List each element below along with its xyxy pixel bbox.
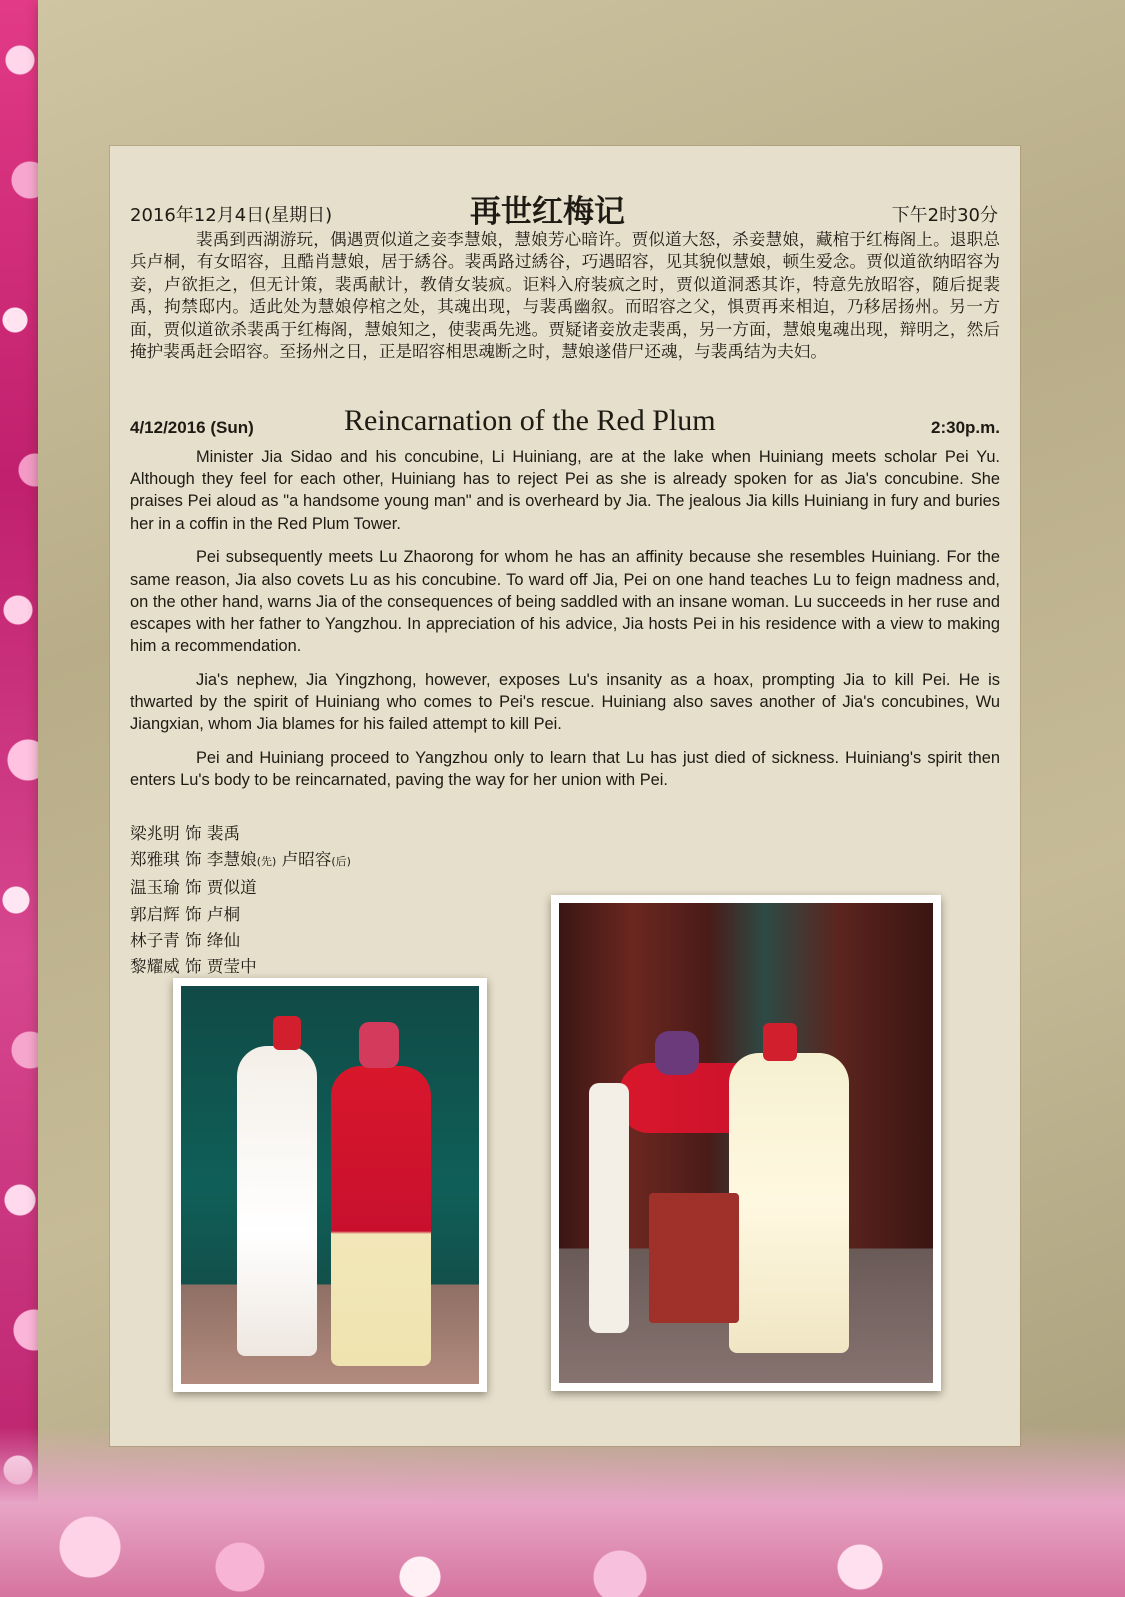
stage-photo-left: [173, 978, 487, 1392]
zh-performance-date: 2016年12月4日(星期日): [130, 205, 333, 226]
performer-headdress: [273, 1016, 301, 1050]
cast-role-note: (先): [256, 855, 277, 869]
performer-figure: [729, 1053, 849, 1353]
performer-headdress: [359, 1022, 399, 1068]
performer-headdress: [655, 1031, 699, 1075]
stage-photo-image: [181, 986, 479, 1384]
zh-performance-time: 下午2时30分: [891, 205, 998, 226]
stage-prop-table: [649, 1193, 739, 1323]
cast-list: [130, 821, 351, 980]
performer-figure: [237, 1046, 317, 1356]
en-synopsis-paragraph: Pei and Huiniang proceed to Yangzhou only to learn that Lu has just died of sickness. Huiniang's spirit then enters Lu's body to be reincarnated, paving the way for her union with Pei.: [130, 748, 1000, 790]
cast-item-text: 郑雅琪 饰 李慧娘: [130, 850, 257, 870]
performer-headdress: [763, 1023, 797, 1061]
stage-photo-right: [551, 895, 941, 1391]
water-sleeve: [589, 1083, 629, 1333]
en-performance-date: 4/12/2016 (Sun): [130, 418, 254, 437]
en-synopsis-paragraph: Pei subsequently meets Lu Zhaorong for whom he has an affinity because she resembles Huiniang. For the same reason, Jia also covets Lu as his concubine. To ward off Jia, Pei on one hand teaches Lu to feign madness and, on the other hand, warns Jia of the consequences of being saddled with an insane woman. Lu succeeds in her ruse and escapes with her father to Yangzhou. In appreciation of his advice, Jia hosts Pei in his residence with a view to making him a recommendation.: [130, 548, 1000, 656]
en-synopsis-paragraph: Jia's nephew, Jia Yingzhong, however, exposes Lu's insanity as a hoax, prompting Jia to kill Pei. He is thwarted by the spirit of Huiniang who comes to Pei's rescue. Huiniang also saves another of Jia's concubines, Wu Jiangxian, whom Jia blames for his failed attempt to kill Pei.: [130, 670, 1000, 734]
en-synopsis: [130, 446, 1000, 803]
performer-figure: [331, 1066, 431, 1366]
cast-item: 林子青 饰 绛仙: [130, 930, 241, 950]
stage-photo-image: [559, 903, 933, 1383]
cast-item-text: 卢昭容: [276, 850, 332, 870]
cast-item: [130, 847, 351, 875]
cast-item: 郭启辉 饰 卢桐: [130, 904, 241, 924]
en-show-title: Reincarnation of the Red Plum: [344, 404, 716, 437]
cast-role-note: (后): [331, 855, 351, 869]
en-synopsis-paragraph: Minister Jia Sidao and his concubine, Li Huiniang, are at the lake when Huiniang meets scholar Pei Yu. Although they feel for each other, Huiniang has to reject Pei as she is already spoken for as Jia's concubine. She praises Pei aloud as "a handsome young man" and is overheard by Jia. The jealous Jia kills Huiniang in fury and buries her in a coffin in the Red Plum Tower.: [130, 448, 1000, 533]
zh-show-title: 再世红梅记: [470, 194, 625, 230]
cast-item: 温玉瑜 饰 贾似道: [130, 878, 257, 898]
cast-item: 黎耀威 饰 贾莹中: [130, 957, 257, 977]
decorative-bottom-bokeh: [0, 1427, 1125, 1597]
en-performance-time: 2:30p.m.: [931, 418, 1000, 437]
zh-synopsis: 裴禹到西湖游玩，偶遇贾似道之妾李慧娘，慧娘芳心暗许。贾似道大怒，杀妾慧娘，藏棺于红梅阁上。退职总兵卢桐，有女昭容，且酷肖慧娘，居于綉谷。裴禹路过綉谷，巧遇昭容，见其貌似慧娘，顿生爱念。贾似道欲纳昭容为妾，卢欲拒之，但无计策，裴禹献计，教倩女装疯。讵料入府装疯之时，贾似道洞悉其诈，特意先放昭容，随后捉裴禹，拘禁邸内。适此处为慧娘停棺之处，其魂出现，与裴禹幽叙。而昭容之父，惧贾再来相迫，乃移居扬州。另一方面，贾似道欲杀裴禹于红梅阁，慧娘知之，使裴禹先逃。贾疑诸妾放走裴禹，另一方面，慧娘鬼魂出现，辩明之，然后掩护裴禹赶会昭容。至扬州之日，正是昭容相思魂断之时，慧娘遂借尸还魂，与裴禹结为夫妇。: [130, 230, 1000, 362]
cast-item: 梁兆明 饰 裴禹: [130, 824, 241, 843]
